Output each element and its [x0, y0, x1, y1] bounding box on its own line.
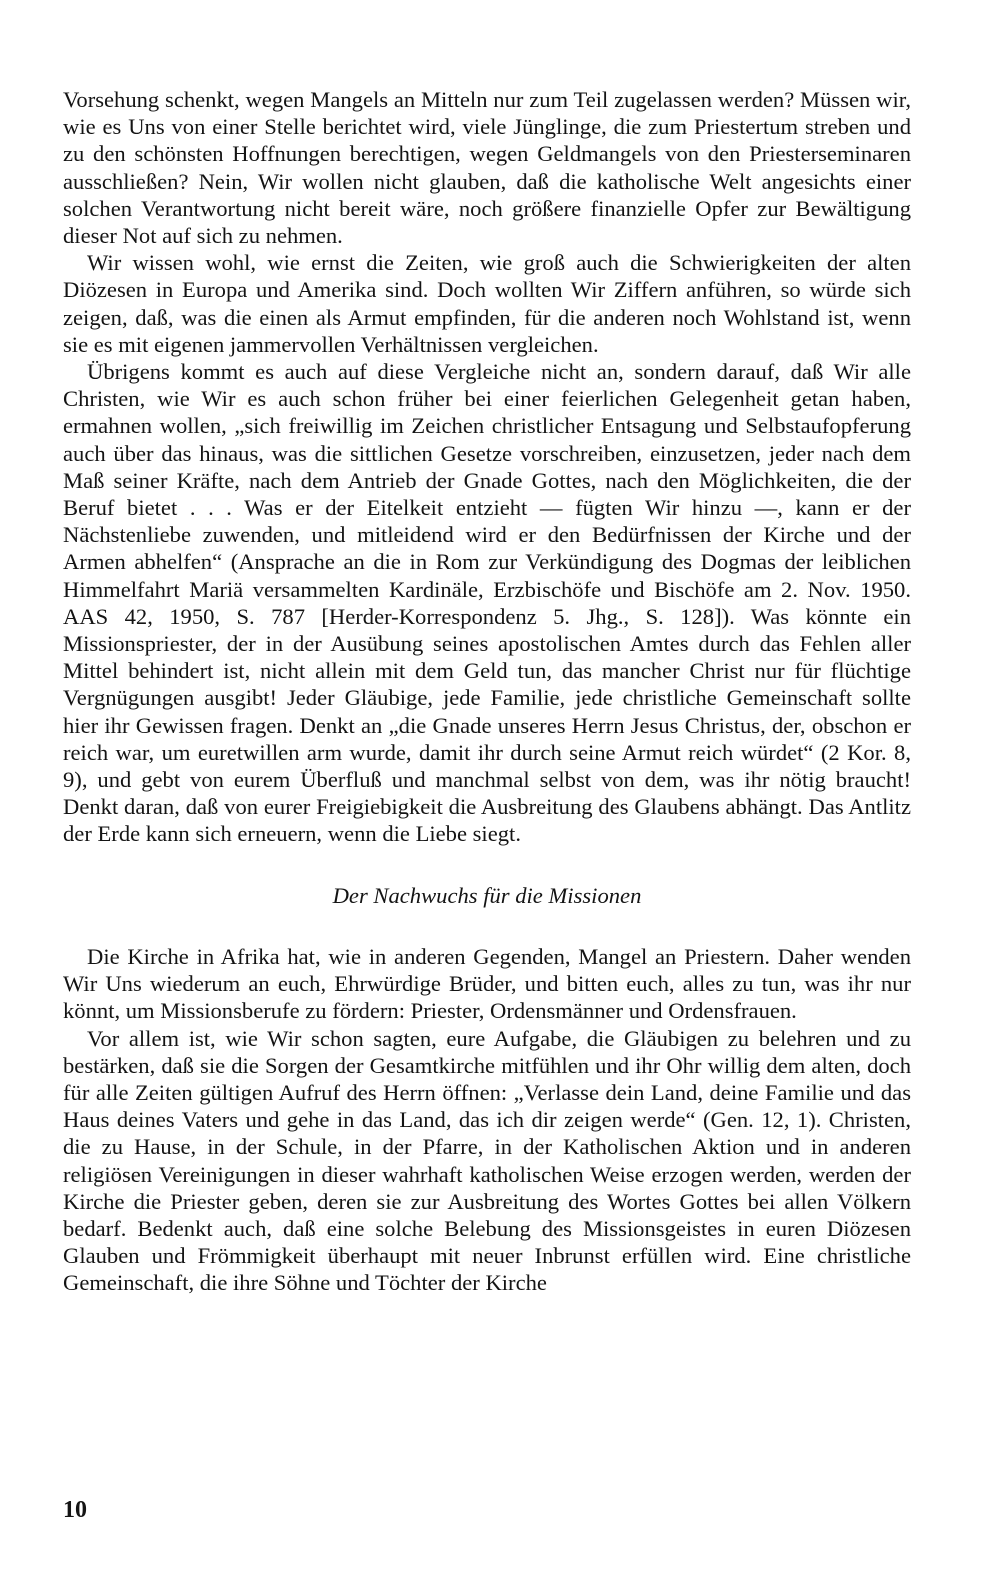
section-paragraph-1: Die Kirche in Afrika hat, wie in anderen Gegenden, Mangel an Priestern. Daher wenden Wir Uns wiederum an euch, Ehrwürdige Brüder, und bitten euch, alles zu tun, was ihr nur könnt, um Missionsberufe zu fördern: Priester, Ordensmänner und Ordensfrauen.	[63, 943, 911, 1024]
paragraph-2: Wir wissen wohl, wie ernst die Zeiten, wie groß auch die Schwierigkeiten der alten Diözesen in Europa und Amerika sind. Doch wollten Wir Ziffern anführen, so würde sich zeigen, daß, was die einen als Armut empfinden, für die anderen noch Wohlstand ist, wenn sie es mit eigenen jammervollen Verhältnissen vergleichen.	[63, 250, 911, 357]
page-body	[63, 86, 911, 1297]
paragraph-3: Übrigens kommt es auch auf diese Vergleiche nicht an, sondern darauf, daß Wir alle Christen, wie Wir es auch schon früher bei einer feierlichen Gelegenheit getan haben, ermahnen wollen, „sich freiwillig im Zeichen christlicher Entsagung und Selbstaufopferung auch über das hinaus, was die sittlichen Gesetze vorschreiben, einzusetzen, jeder nach dem Maß seiner Kräfte, nach dem Antrieb der Gnade Gottes, nach den Möglichkeiten, die der Beruf bietet . . . Was er der Eitelkeit entzieht — fügten Wir hinzu —, kann er der Nächstenliebe zuwenden, und mitleidend wird er den Bedürfnissen der Kirche und der Armen abhelfen“ (Ansprache an die in Rom zur Verkündigung des Dogmas der leiblichen Himmelfahrt Mariä versammelten Kardinäle, Erzbischöfe und Bischöfe am 2. Nov. 1950. AAS 42, 1950, S. 787 [Herder-Korrespondenz 5. Jhg., S. 128]). Was könnte ein Missionspriester, der in der Ausübung seines apostolischen Amtes durch das Fehlen aller Mittel behindert ist, nicht allein mit dem Geld tun, das mancher Christ nur für flüchtige Vergnügungen ausgibt! Jeder Gläubige, jede Familie, jede christliche Gemeinschaft sollte hier ihr Gewissen fragen. Denkt an „die Gnade unseres Herrn Jesus Christus, der, obschon er reich war, um euretwillen arm wurde, damit ihr durch seine Armut reich würdet“ (2 Kor. 8, 9), und gebt von eurem Überfluß und manchmal selbst von dem, was ihr nötig braucht! Denkt daran, daß von eurer Freigiebigkeit die Ausbreitung des Glaubens abhängt. Das Antlitz der Erde kann sich erneuern, wenn die Liebe siegt.	[63, 359, 911, 847]
section-heading: Der Nachwuchs für die Missionen	[332, 882, 642, 908]
section-paragraph-2: Vor allem ist, wie Wir schon sagten, eure Aufgabe, die Gläubigen zu belehren und zu bestärken, daß sie die Sorgen der Gesamtkirche mitfühlen und ihr Ohr willig dem alten, doch für alle Zeiten gültigen Aufruf des Herrn öffnen: „Verlasse dein Land, deine Familie und das Haus deines Vaters und gehe in das Land, das ich dir zeigen werde“ (Gen. 12, 1). Christen, die zu Hause, in der Schule, in der Pfarre, in der Katholischen Aktion und in anderen religiösen Vereinigungen in dieser wahrhaft katholischen Weise erzogen werden, werden der Kirche die Priester geben, deren sie zur Ausbreitung des Wortes Gottes bei allen Völkern bedarf. Bedenkt auch, daß eine solche Belebung des Missionsgeistes in euren Diözesen Glauben und Frömmigkeit überhaupt mit neuer Inbrunst erfüllen wird. Eine christliche Gemeinschaft, die ihre Söhne und Töchter der Kirche	[63, 1025, 911, 1296]
page-number: 10	[63, 1497, 87, 1523]
paragraph-1: Vorsehung schenkt, wegen Mangels an Mitteln nur zum Teil zugelassen werden? Müssen wir, wie es Uns von einer Stelle berichtet wird, viele Jünglinge, die zum Priestertum streben und zu den schönsten Hoffnungen berechtigen, wegen Geldmangels von den Priesterseminaren ausschließen? Nein, Wir wollen nicht glauben, daß die katholische Welt angesichts einer solchen Verantwortung nicht bereit wäre, noch größere finanzielle Opfer zur Bewältigung dieser Not auf sich zu nehmen.	[63, 87, 911, 249]
